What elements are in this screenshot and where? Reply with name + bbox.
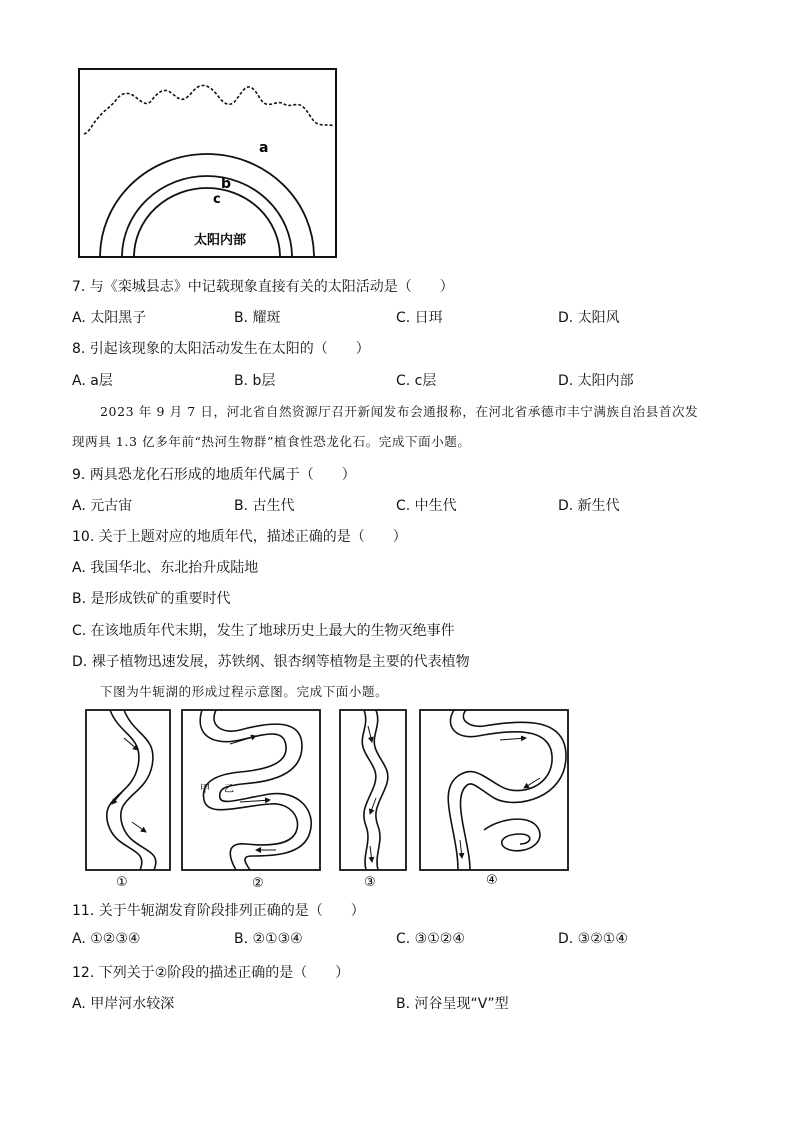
q11-option-a[interactable]: A. ①②③④ (72, 931, 141, 947)
q12-option-a[interactable]: A. 甲岸河水较深 (72, 996, 175, 1012)
q10-option-b[interactable]: B. 是形成铁矿的重要时代 (72, 591, 231, 607)
oxbow-panel-4 (420, 710, 568, 870)
q10-stem: 10. 关于上题对应的地质年代，描述正确的是（ ） (72, 529, 407, 545)
q9-option-b[interactable]: B. 古生代 (234, 498, 295, 514)
sun-outer-wavy-boundary (84, 85, 334, 134)
q7-option-d[interactable]: D. 太阳风 (558, 310, 620, 326)
sun-structure-figure (76, 66, 340, 262)
q9-stem: 9. 两具恐龙化石形成的地质年代属于（ ） (72, 467, 356, 483)
q9-option-c[interactable]: C. 中生代 (396, 498, 457, 514)
q12-stem: 12. 下列关于②阶段的描述正确的是（ ） (72, 965, 350, 981)
q7-option-b[interactable]: B. 耀斑 (234, 310, 281, 326)
label-a: a (259, 140, 269, 156)
q8-option-d[interactable]: D. 太阳内部 (558, 373, 634, 389)
q11-stem: 11. 关于牛轭湖发育阶段排列正确的是（ ） (72, 903, 365, 919)
label-c: c (213, 192, 221, 207)
q7-option-c[interactable]: C. 日珥 (396, 310, 443, 326)
q8-option-a[interactable]: A. a层 (72, 373, 113, 389)
q10-option-c[interactable]: C. 在该地质年代末期，发生了地球历史上最大的生物灭绝事件 (72, 623, 455, 639)
label-jia: 甲 (200, 784, 210, 795)
label-sun-interior: 太阳内部 (194, 233, 247, 248)
q7-option-a[interactable]: A. 太阳黑子 (72, 310, 147, 326)
panel-label-2: ② (252, 876, 264, 891)
passage-dinosaur-line2: 现两具 1.3 亿多年前“热河生物群”植食性恐龙化石。完成下面小题。 (72, 434, 471, 449)
label-yi: 乙 (224, 784, 234, 795)
oxbow-lake-figure (80, 706, 680, 892)
q12-option-b[interactable]: B. 河谷呈现“V”型 (396, 996, 509, 1012)
q9-option-d[interactable]: D. 新生代 (558, 498, 620, 514)
passage-oxbow: 下图为牛轭湖的形成过程示意图。完成下面小题。 (100, 684, 389, 699)
q10-option-a[interactable]: A. 我国华北、东北抬升成陆地 (72, 560, 259, 576)
q10-option-d[interactable]: D. 裸子植物迅速发展，苏铁纲、银杏纲等植物是主要的代表植物 (72, 654, 470, 670)
panel-label-4: ④ (486, 873, 498, 888)
panel-label-3: ③ (364, 875, 376, 890)
oxbow-panel-1 (86, 710, 170, 870)
q9-option-a[interactable]: A. 元古宙 (72, 498, 133, 514)
panel-label-1: ① (116, 875, 128, 890)
oxbow-panel-2 (182, 710, 320, 870)
q8-option-b[interactable]: B. b层 (234, 373, 276, 389)
oxbow-lake-shape (484, 819, 540, 851)
q8-stem: 8. 引起该现象的太阳活动发生在太阳的（ ） (72, 341, 370, 357)
q8-option-c[interactable]: C. c层 (396, 373, 437, 389)
q11-option-c[interactable]: C. ③①②④ (396, 931, 465, 947)
oxbow-panel-3 (340, 710, 406, 870)
q11-option-b[interactable]: B. ②①③④ (234, 931, 303, 947)
q11-option-d[interactable]: D. ③②①④ (558, 931, 628, 947)
passage-dinosaur-line1: 2023 年 9 月 7 日，河北省自然资源厅召开新闻发布会通报称，在河北省承德市丰宁满族自治县首次发 (100, 404, 699, 419)
q7-stem: 7. 与《栾城县志》中记载现象直接有关的太阳活动是（ ） (72, 279, 454, 295)
label-b: b (221, 176, 232, 192)
